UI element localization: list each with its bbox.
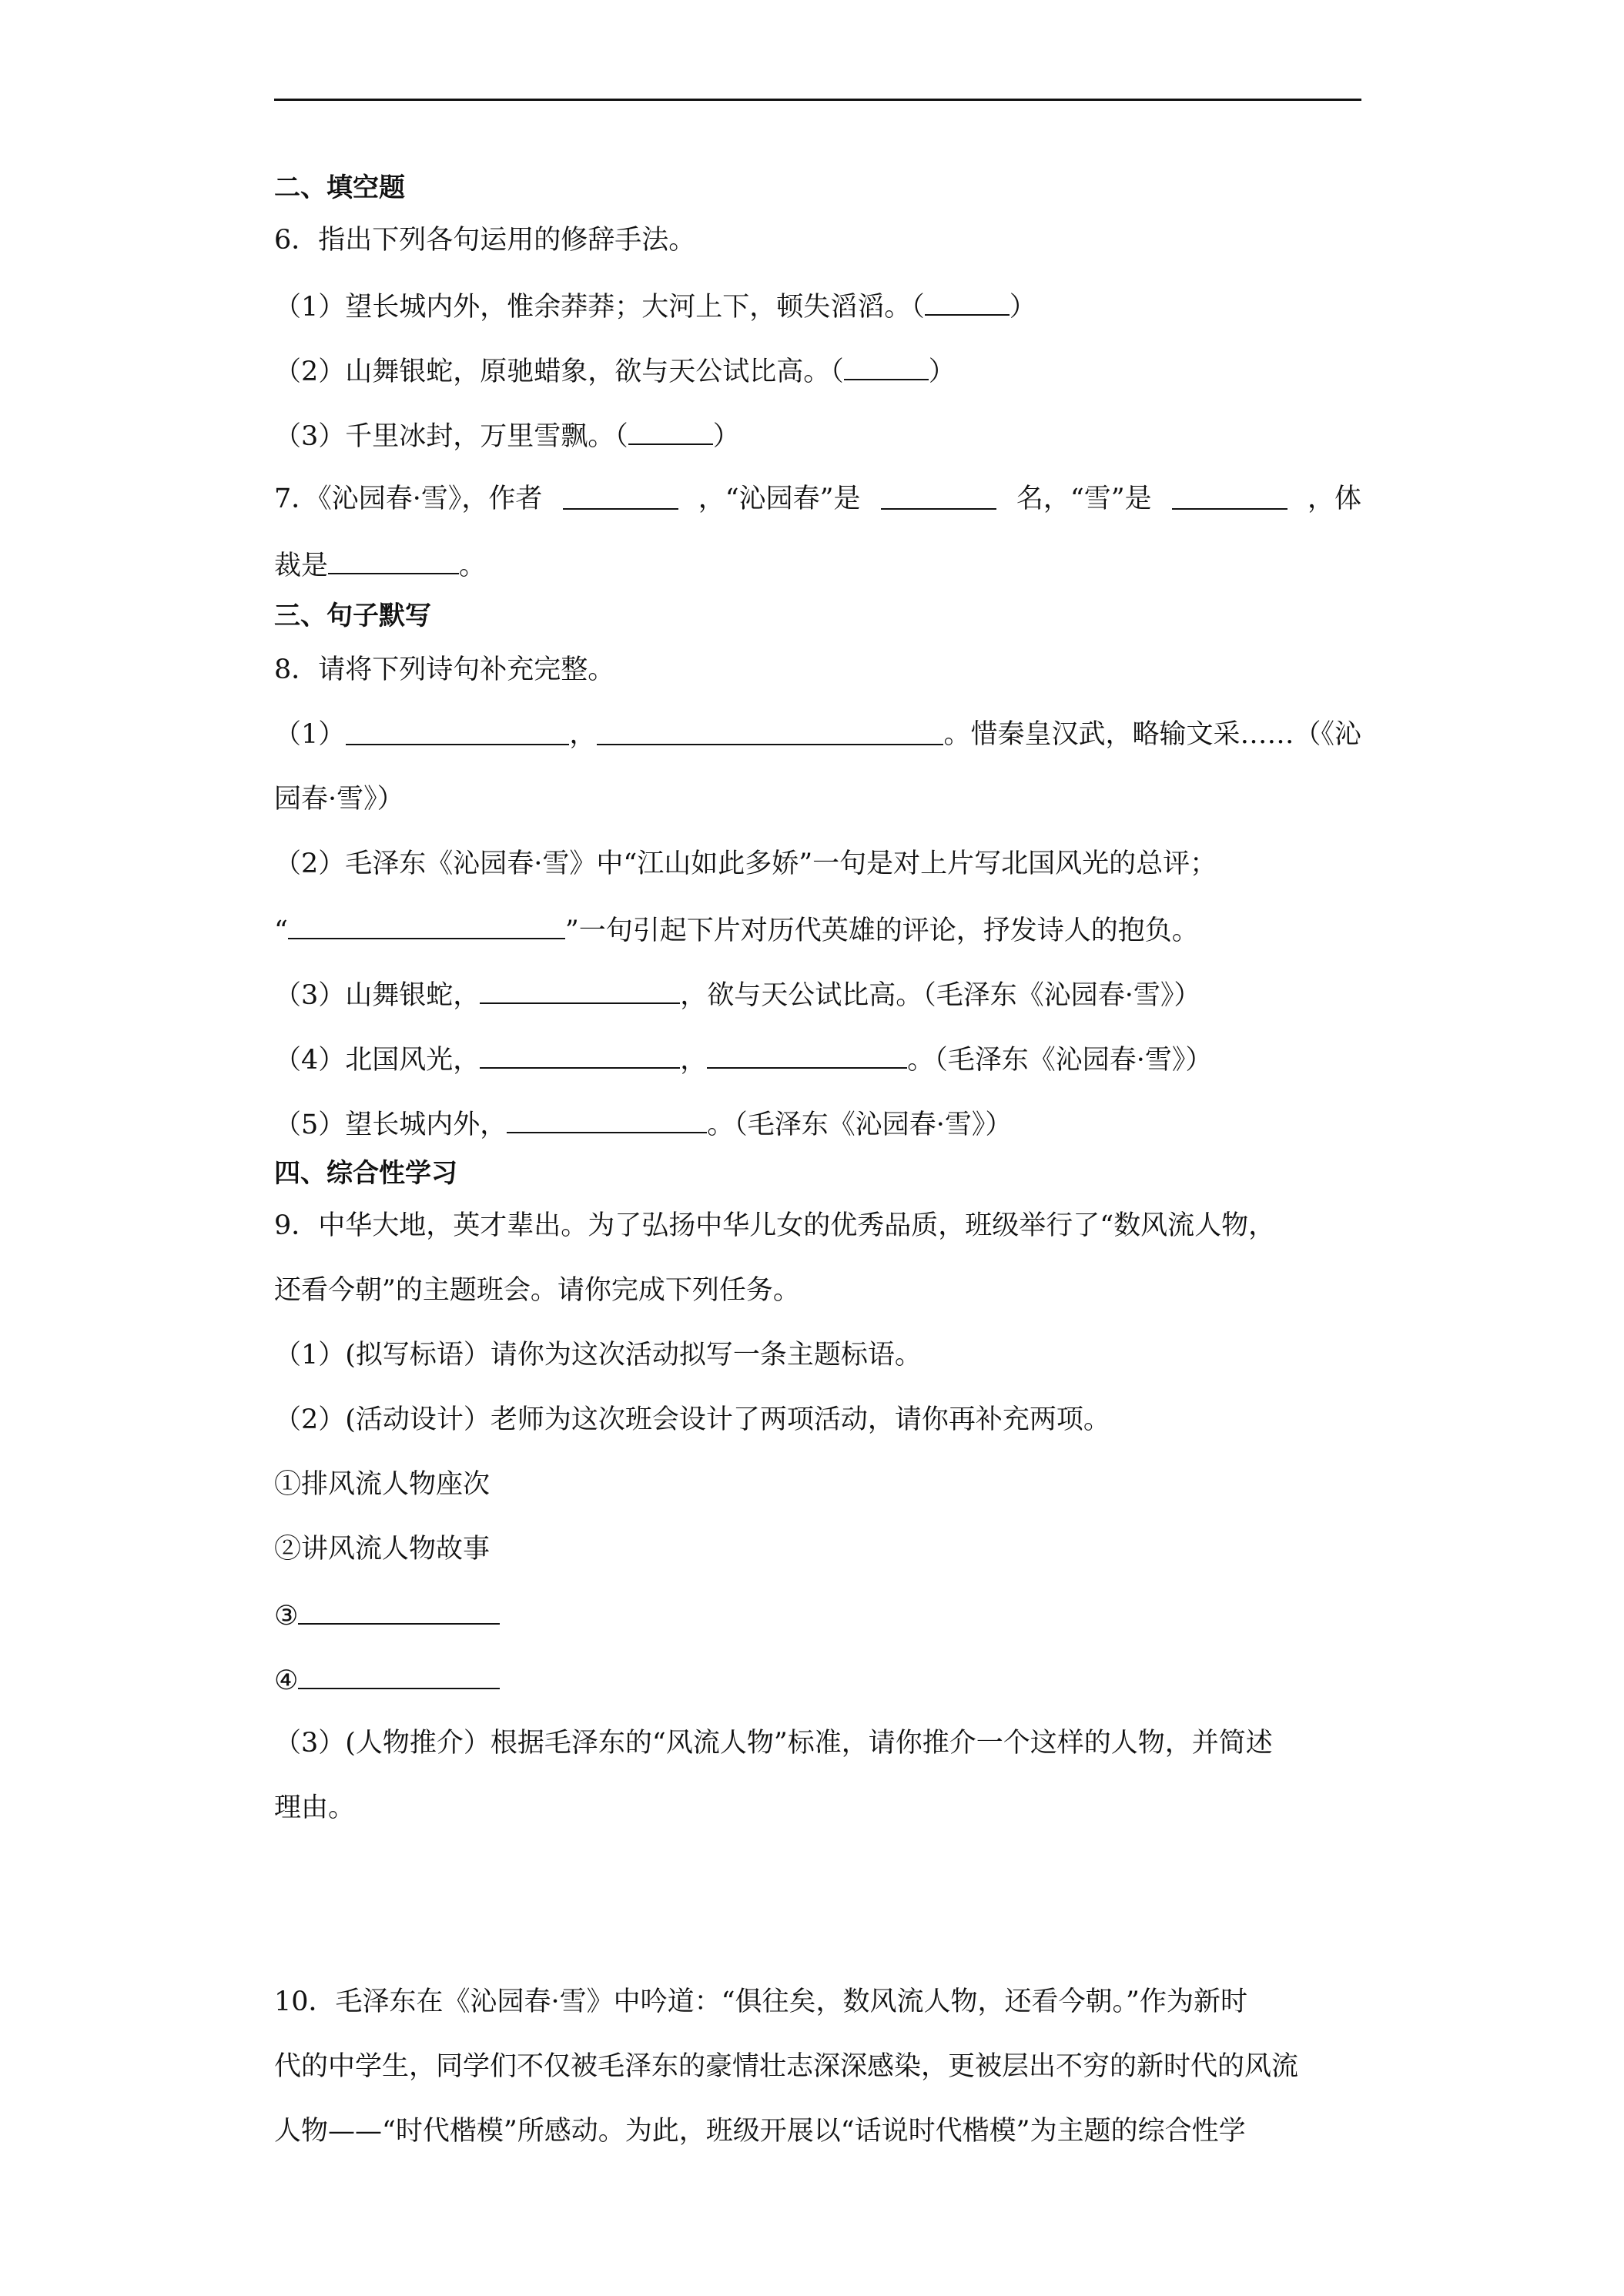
question-10-line-1: 10．毛泽东在《沁园春·雪》中吟道：“俱往矣，数风流人物，还看今朝。”作为新时 — [274, 1986, 1247, 2017]
question-8-item-1: （1） ， 。惜秦皇汉武，略输文采……（《沁 — [274, 716, 1361, 753]
activity-item-2: ②讲风流人物故事 — [274, 1534, 491, 1565]
activity-item-1: ①排风流人物座次 — [274, 1469, 491, 1500]
section-heading-fill-blank: 二、填空题 — [274, 172, 405, 203]
question-9-task-1: （1）(拟写标语）请你为这次活动拟写一条主题标语。 — [274, 1340, 922, 1371]
question-10-line-2: 代的中学生，同学们不仅被毛泽东的豪情壮志深深感染，更被层出不穷的新时代的风流 — [274, 2051, 1299, 2082]
question-8-item-2-cont: “ ”一句引起下片对历代英雄的评论，抒发诗人的抱负。 — [274, 910, 1199, 949]
question-8-item-3: （3）山舞银蛇， ，欲与天公试比高。（毛泽东《沁园春·雪》） — [274, 975, 1200, 1014]
answer-blank[interactable] — [628, 416, 713, 445]
answer-blank[interactable] — [707, 1039, 907, 1069]
answer-blank[interactable] — [480, 975, 680, 1004]
section-heading-recitation: 三、句子默写 — [274, 601, 431, 631]
question-6-item-2: （2）山舞银蛇，原驰蜡象，欲与天公试比高。（ ） — [274, 351, 956, 390]
question-9-task-3: （3）(人物推介）根据毛泽东的“风流人物”标准，请你推介一个这样的人物，并简述 — [274, 1728, 1273, 1759]
question-7-line-2: 裁是 。 — [274, 545, 486, 584]
answer-blank[interactable] — [346, 716, 569, 745]
question-10-line-3: 人物——“时代楷模”所感动。为此，班级开展以“话说时代楷模”为主题的综合性学 — [274, 2116, 1246, 2147]
answer-blank[interactable] — [328, 545, 459, 574]
question-6-item-1: （1）望长城内外，惟余莽莽；大河上下，顿失滔滔。（ ） — [274, 286, 1036, 326]
answer-blank[interactable] — [298, 1660, 500, 1689]
answer-blank[interactable] — [288, 910, 565, 939]
question-7-line-1: 7．《沁园春·雪》，作者 ，“沁园春”是 名，“雪”是 ，体 — [274, 480, 1361, 517]
question-9-task-2: （2）(活动设计）老师为这次班会设计了两项活动，请你再补充两项。 — [274, 1404, 1110, 1435]
question-9-task-3-cont: 理由。 — [274, 1792, 356, 1823]
question-8-item-2: （2）毛泽东《沁园春·雪》中“江山如此多娇”一句是对上片写北国风光的总评； — [274, 848, 1217, 879]
question-8-stem: 8．请将下列诗句补充完整。 — [274, 654, 615, 685]
answer-blank[interactable] — [1172, 480, 1287, 510]
header-rule — [274, 99, 1361, 101]
question-6-stem: 6．指出下列各句运用的修辞手法。 — [274, 225, 696, 256]
question-9-line-2: 还看今朝”的主题班会。请你完成下列任务。 — [274, 1275, 800, 1306]
answer-blank[interactable] — [597, 716, 943, 745]
question-8-item-1-cont: 园春·雪》） — [274, 784, 404, 815]
activity-item-3: ③ — [274, 1595, 500, 1635]
question-8-item-5: （5）望长城内外， 。（毛泽东《沁园春·雪》） — [274, 1104, 1012, 1143]
answer-blank[interactable] — [881, 480, 996, 510]
question-6-item-3: （3）千里冰封，万里雪飘。（ ） — [274, 416, 740, 455]
answer-blank[interactable] — [925, 286, 1010, 316]
answer-blank[interactable] — [480, 1039, 680, 1069]
answer-blank[interactable] — [563, 480, 678, 510]
answer-blank[interactable] — [844, 351, 929, 380]
section-heading-integrated-learning: 四、综合性学习 — [274, 1158, 457, 1189]
answer-blank[interactable] — [298, 1595, 500, 1625]
question-8-item-4: （4）北国风光， ， 。（毛泽东《沁园春·雪》） — [274, 1039, 1212, 1079]
answer-blank[interactable] — [507, 1104, 707, 1133]
activity-item-4: ④ — [274, 1660, 500, 1699]
question-9-line-1: 9．中华大地，英才辈出。为了弘扬中华儿女的优秀品质，班级举行了“数风流人物， — [274, 1210, 1276, 1241]
